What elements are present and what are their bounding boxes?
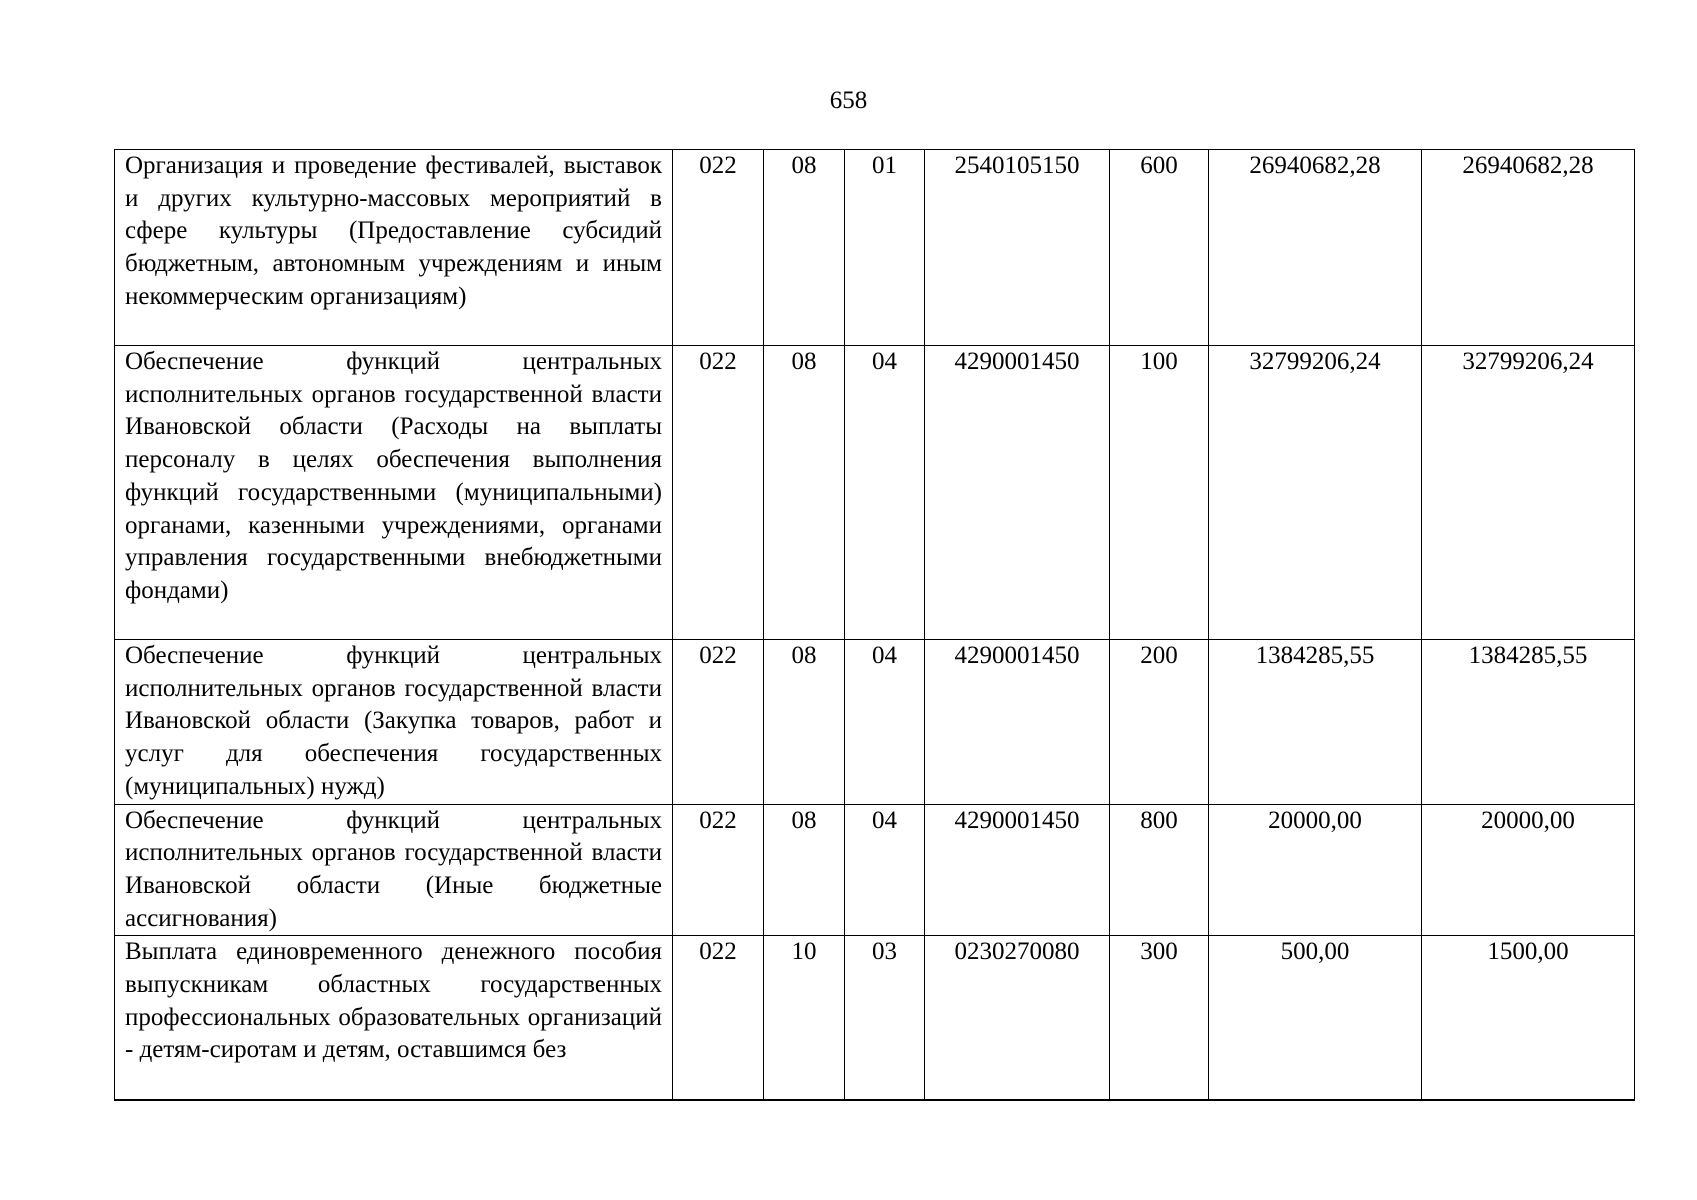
ministry-code: 022 xyxy=(673,640,764,805)
page-number: 658 xyxy=(829,87,868,114)
amount-1: 1384285,55 xyxy=(1209,640,1422,805)
row-description: Обеспечение функций центральных исполнительных органов государственной власти Ивановской области (Иные бюджетные ассигнования) xyxy=(115,804,673,936)
ministry-code: 022 xyxy=(673,936,764,1100)
section-code: 08 xyxy=(764,150,845,346)
table-row xyxy=(115,804,1635,936)
amount-1: 20000,00 xyxy=(1209,804,1422,936)
amount-2: 26940682,28 xyxy=(1422,150,1635,346)
amount-1: 500,00 xyxy=(1209,936,1422,1100)
subsection-code: 04 xyxy=(845,640,925,805)
target-article-code: 4290001450 xyxy=(925,346,1110,640)
section-code: 08 xyxy=(764,640,845,805)
ministry-code: 022 xyxy=(673,150,764,346)
table-row xyxy=(115,150,1635,346)
subsection-code: 04 xyxy=(845,804,925,936)
section-code: 10 xyxy=(764,936,845,1100)
row-description: Обеспечение функций центральных исполнительных органов государственной власти Ивановской области (Расходы на выплаты персоналу в целях обеспечения выполнения функций государственными (муниципальными) органами, казенными учреждениями, органами управления государственными внебюджетными фондами) xyxy=(115,346,673,640)
ministry-code: 022 xyxy=(673,346,764,640)
row-description: Обеспечение функций центральных исполнительных органов государственной власти Ивановской области (Закупка товаров, работ и услуг для обеспечения государственных (муниципальных) нужд) xyxy=(115,640,673,805)
subsection-code: 01 xyxy=(845,150,925,346)
ministry-code: 022 xyxy=(673,804,764,936)
target-article-code: 4290001450 xyxy=(925,804,1110,936)
target-article-code: 2540105150 xyxy=(925,150,1110,346)
expense-type-code: 200 xyxy=(1110,640,1209,805)
subsection-code: 04 xyxy=(845,346,925,640)
row-description: Выплата единовременного денежного пособия выпускникам областных государственных профессиональных образовательных организаций - детям-сиротам и детям, оставшимся без xyxy=(115,936,673,1100)
expense-type-code: 100 xyxy=(1110,346,1209,640)
target-article-code: 4290001450 xyxy=(925,640,1110,805)
row-description: Организация и проведение фестивалей, выставок и других культурно-массовых мероприятий в сфере культуры (Предоставление субсидий бюджетным, автономным учреждениям и иным некоммерческим организациям) xyxy=(115,150,673,346)
expense-type-code: 300 xyxy=(1110,936,1209,1100)
section-code: 08 xyxy=(764,346,845,640)
budget-table xyxy=(114,149,1635,1101)
amount-2: 1500,00 xyxy=(1422,936,1635,1100)
amount-2: 20000,00 xyxy=(1422,804,1635,936)
amount-2: 32799206,24 xyxy=(1422,346,1635,640)
expense-type-code: 600 xyxy=(1110,150,1209,346)
table-row xyxy=(115,346,1635,640)
target-article-code: 0230270080 xyxy=(925,936,1110,1100)
table-row xyxy=(115,640,1635,805)
table-row xyxy=(115,936,1635,1100)
subsection-code: 03 xyxy=(845,936,925,1100)
amount-2: 1384285,55 xyxy=(1422,640,1635,805)
section-code: 08 xyxy=(764,804,845,936)
expense-type-code: 800 xyxy=(1110,804,1209,936)
amount-1: 26940682,28 xyxy=(1209,150,1422,346)
amount-1: 32799206,24 xyxy=(1209,346,1422,640)
